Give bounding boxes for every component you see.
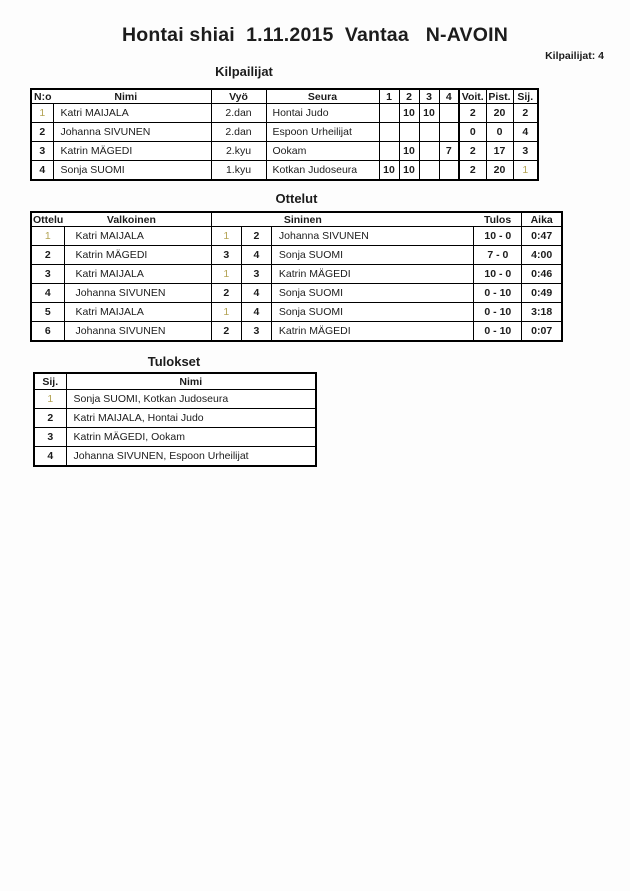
ottelut-header-row bbox=[31, 212, 562, 227]
score-vs-3 bbox=[419, 123, 439, 142]
match-row bbox=[31, 322, 562, 342]
blue-competitor-number: 2 bbox=[241, 227, 271, 246]
white-competitor-number: 2 bbox=[211, 322, 241, 342]
competitor-belt: 2.dan bbox=[211, 104, 266, 123]
white-competitor-number: 1 bbox=[211, 303, 241, 322]
competitor-club: Espoon Urheilijat bbox=[266, 123, 379, 142]
col-header-vyo: Vyö bbox=[211, 89, 266, 104]
competitors-count: Kilpailijat: 4 bbox=[545, 50, 604, 62]
page-title: Hontai shiai 1.11.2015 Vantaa N-AVOIN bbox=[121, 24, 509, 46]
white-competitor-name: Katri MAIJALA bbox=[64, 227, 211, 246]
score-vs-2: 10 bbox=[399, 161, 419, 181]
points-value: 17 bbox=[486, 142, 513, 161]
match-time: 0:47 bbox=[522, 227, 562, 246]
competitor-name: Johanna SIVUNEN bbox=[53, 123, 211, 142]
competitor-row bbox=[31, 142, 538, 161]
match-time: 0:46 bbox=[522, 265, 562, 284]
col-header-no: N:o bbox=[31, 89, 53, 104]
score-vs-3 bbox=[419, 142, 439, 161]
col-header-sij: Sij. bbox=[513, 89, 538, 104]
competitor-row bbox=[31, 123, 538, 142]
match-result: 10 - 0 bbox=[474, 265, 522, 284]
score-vs-2 bbox=[399, 123, 419, 142]
tulokset-heading: Tulokset bbox=[147, 354, 201, 369]
match-result: 10 - 0 bbox=[474, 227, 522, 246]
match-number: 1 bbox=[31, 227, 64, 246]
result-name-club: Sonja SUOMI, Kotkan Judoseura bbox=[66, 390, 316, 409]
match-row bbox=[31, 284, 562, 303]
match-row bbox=[31, 227, 562, 246]
white-competitor-name: Katri MAIJALA bbox=[64, 265, 211, 284]
kilpailijat-header-row bbox=[31, 89, 538, 104]
match-result: 7 - 0 bbox=[474, 246, 522, 265]
blue-competitor-name: Sonja SUOMI bbox=[271, 246, 473, 265]
blue-competitor-number: 4 bbox=[241, 284, 271, 303]
placement-value: 4 bbox=[513, 123, 538, 142]
col-header-voit: Voit. bbox=[459, 89, 486, 104]
result-row bbox=[34, 447, 316, 467]
result-row bbox=[34, 390, 316, 409]
match-row bbox=[31, 265, 562, 284]
score-vs-1: 10 bbox=[379, 161, 399, 181]
match-row bbox=[31, 303, 562, 322]
match-number: 5 bbox=[31, 303, 64, 322]
match-result: 0 - 10 bbox=[474, 303, 522, 322]
col-header-ottelu: Ottelu bbox=[33, 213, 64, 226]
match-number: 4 bbox=[31, 284, 64, 303]
match-row bbox=[31, 246, 562, 265]
col-header-2: 2 bbox=[399, 89, 419, 104]
col-header-valkoinen: Valkoinen bbox=[64, 212, 211, 227]
col-header-seura: Seura bbox=[266, 89, 379, 104]
wins-value: 2 bbox=[459, 104, 486, 123]
competitor-belt: 2.kyu bbox=[211, 142, 266, 161]
blue-competitor-name: Katrin MÄGEDI bbox=[271, 322, 473, 342]
white-competitor-name: Johanna SIVUNEN bbox=[64, 284, 211, 303]
placement-value: 3 bbox=[513, 142, 538, 161]
competitor-number: 2 bbox=[31, 123, 53, 142]
score-vs-1 bbox=[379, 104, 399, 123]
points-value: 0 bbox=[486, 123, 513, 142]
blue-competitor-number: 3 bbox=[241, 322, 271, 342]
result-placement: 2 bbox=[34, 409, 66, 428]
blue-competitor-name: Sonja SUOMI bbox=[271, 284, 473, 303]
white-competitor-number: 3 bbox=[211, 246, 241, 265]
kilpailijat-table bbox=[30, 88, 539, 181]
kilpailijat-heading: Kilpailijat bbox=[215, 64, 273, 79]
competitor-row bbox=[31, 104, 538, 123]
col-header-pist: Pist. bbox=[486, 89, 513, 104]
col-header-3: 3 bbox=[419, 89, 439, 104]
ottelut-heading: Ottelut bbox=[275, 191, 318, 206]
result-placement: 1 bbox=[34, 390, 66, 409]
blue-competitor-number: 4 bbox=[241, 246, 271, 265]
wins-value: 2 bbox=[459, 142, 486, 161]
result-row bbox=[34, 409, 316, 428]
competitor-belt: 1.kyu bbox=[211, 161, 266, 181]
tulokset-header-row bbox=[34, 373, 316, 390]
result-placement: 4 bbox=[34, 447, 66, 467]
competitor-row bbox=[31, 161, 538, 181]
white-competitor-name: Johanna SIVUNEN bbox=[64, 322, 211, 342]
competitor-name: Katri MAIJALA bbox=[53, 104, 211, 123]
white-competitor-name: Katri MAIJALA bbox=[64, 303, 211, 322]
result-row bbox=[34, 428, 316, 447]
match-number: 2 bbox=[31, 246, 64, 265]
points-value: 20 bbox=[486, 161, 513, 181]
result-name-club: Katri MAIJALA, Hontai Judo bbox=[66, 409, 316, 428]
white-competitor-number: 2 bbox=[211, 284, 241, 303]
blue-competitor-name: Sonja SUOMI bbox=[271, 303, 473, 322]
match-time: 4:00 bbox=[522, 246, 562, 265]
match-time: 0:49 bbox=[522, 284, 562, 303]
white-competitor-name: Katrin MÄGEDI bbox=[64, 246, 211, 265]
result-placement: 3 bbox=[34, 428, 66, 447]
white-competitor-number: 1 bbox=[211, 265, 241, 284]
competitor-number: 3 bbox=[31, 142, 53, 161]
competitor-belt: 2.dan bbox=[211, 123, 266, 142]
col-header-1: 1 bbox=[379, 89, 399, 104]
competitor-club: Ookam bbox=[266, 142, 379, 161]
competitor-club: Hontai Judo bbox=[266, 104, 379, 123]
match-number: 3 bbox=[31, 265, 64, 284]
col-header-nimi: Nimi bbox=[53, 89, 211, 104]
match-time: 0:07 bbox=[522, 322, 562, 342]
match-number: 6 bbox=[31, 322, 64, 342]
col-header-tulos: Tulos bbox=[474, 212, 522, 227]
competitor-name: Sonja SUOMI bbox=[53, 161, 211, 181]
tulokset-table bbox=[33, 372, 317, 467]
match-time: 3:18 bbox=[522, 303, 562, 322]
blue-competitor-number: 3 bbox=[241, 265, 271, 284]
wins-value: 2 bbox=[459, 161, 486, 181]
score-vs-3 bbox=[419, 161, 439, 181]
competitor-name: Katrin MÄGEDI bbox=[53, 142, 211, 161]
score-vs-3: 10 bbox=[419, 104, 439, 123]
placement-value: 2 bbox=[513, 104, 538, 123]
result-name-club: Katrin MÄGEDI, Ookam bbox=[66, 428, 316, 447]
match-result: 0 - 10 bbox=[474, 322, 522, 342]
blue-competitor-name: Katrin MÄGEDI bbox=[271, 265, 473, 284]
score-vs-1 bbox=[379, 123, 399, 142]
score-vs-1 bbox=[379, 142, 399, 161]
match-result: 0 - 10 bbox=[474, 284, 522, 303]
score-vs-2: 10 bbox=[399, 104, 419, 123]
wins-value: 0 bbox=[459, 123, 486, 142]
score-vs-4: 7 bbox=[439, 142, 459, 161]
col-header-4: 4 bbox=[439, 89, 459, 104]
col-header-aika: Aika bbox=[522, 212, 562, 227]
placement-value: 1 bbox=[513, 161, 538, 181]
white-competitor-number: 1 bbox=[211, 227, 241, 246]
score-vs-4 bbox=[439, 161, 459, 181]
competitor-club: Kotkan Judoseura bbox=[266, 161, 379, 181]
blue-competitor-number: 4 bbox=[241, 303, 271, 322]
ottelut-table bbox=[30, 211, 563, 342]
col-header-sininen: Sininen bbox=[211, 212, 473, 227]
score-vs-4 bbox=[439, 123, 459, 142]
result-name-club: Johanna SIVUNEN, Espoon Urheilijat bbox=[66, 447, 316, 467]
points-value: 20 bbox=[486, 104, 513, 123]
score-vs-2: 10 bbox=[399, 142, 419, 161]
col-header-nimi: Nimi bbox=[66, 373, 316, 390]
blue-competitor-name: Johanna SIVUNEN bbox=[271, 227, 473, 246]
competitor-number: 1 bbox=[31, 104, 53, 123]
competitor-number: 4 bbox=[31, 161, 53, 181]
col-header-sij: Sij. bbox=[34, 373, 66, 390]
score-vs-4 bbox=[439, 104, 459, 123]
